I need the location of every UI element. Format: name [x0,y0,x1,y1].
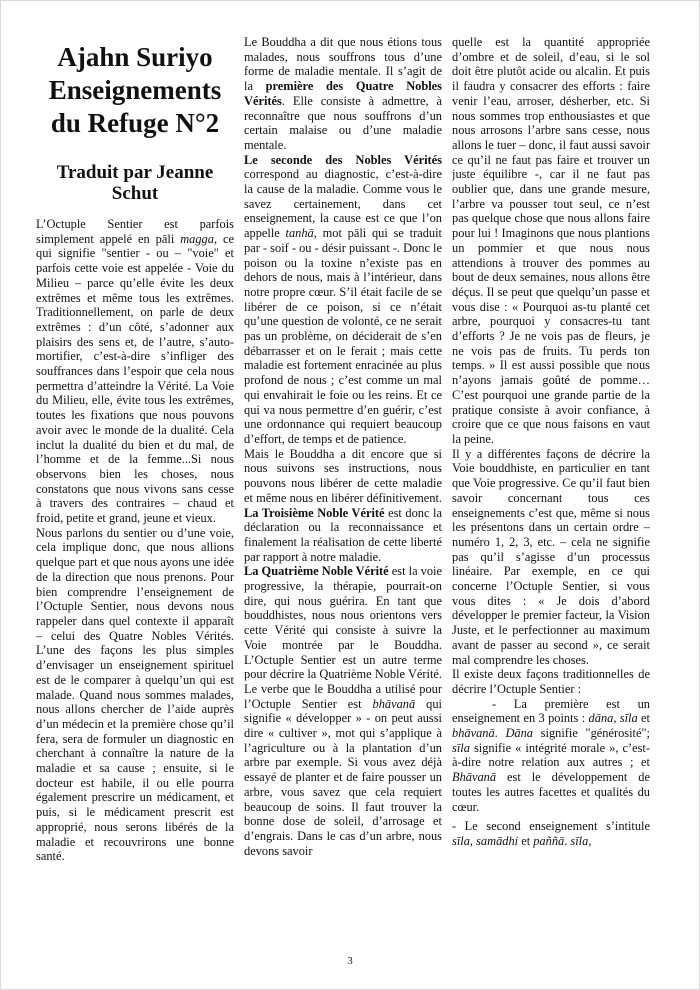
page-content [1,1,699,951]
column-1-text [36,217,234,864]
title-line-1: Ajahn Suriyo [57,42,213,72]
translator-subtitle: Traduit par Jeanne Schut [56,162,214,204]
paragraph: Mais le Bouddha a dit encore que si nous suivons ses instructions, nous pouvons nous libérer de cette maladie et même nous en libérer définitivement. La Troisième Noble Vérité est donc la déclaration ou la reconnaissance et finalement la réalisation de cette liberté par rapport à notre maladie. [244,446,442,564]
paragraph: - Le second enseignement s’intitule sīla, samādhi et paññā. sīla, [452,819,650,848]
paragraph: La Quatrième Noble Vérité est la voie progressive, la thérapie, pourrait-on dire, qui nous guérira. En tant que bouddhistes, nous nous orientons vers cette Vérité qui consiste à suivre la Voie montrée par le Bouddha. L’Octuple Sentier est un autre terme pour décrire la Quatrième Noble Vérité. Le verbe que le Bouddha a utilisé pour l’Octuple Sentier est bhāvanā qui signifie « développer » - on peut aussi dire « cultiver », mot qui s’applique à l’agriculture ou à la plantation d’un arbre par exemple. Si vous avez déjà essayé de planter et de faire pousser un arbre, vous savez que cela requiert beaucoup de soins. Il faut trouver la bonne dose de soleil, d’arrosage et d’engrais. Dans le cas d’un arbre, nous devons savoir [244,564,442,858]
paragraph: L’Octuple Sentier est parfois simplement appelé en pāli magga, ce qui signifie "sentier - ou – "voie" et parfois cette voie est appelée - Voie du Milieu – parce qu’elle évite les deux extrêmes et même tous les extrêmes. Traditionnellement, on parle de deux extrêmes : d’un côté, s’adonner aux plaisirs des sens et, de l’autre, s’auto-mortifier, c’est-à-dire s’infliger des souffrances dans l’espoir que cela nous permettra d’atteindre la Vérité. La Voie du Milieu, elle, évite tous les extrêmes, toutes les fixations que nous pouvons avoir avec le monde de la dualité. Cela inclut la dualité du bien et du mal, de l’homme et de la femme...Si nous observons bien les choses, nous constatons que nous vivons sans cesse à travers des contraires – chaud et froid, petite et grand, jeune et vieux. [36,217,234,526]
column-3-text [452,35,650,849]
page-number: 3 [347,955,353,967]
paragraph: Le Bouddha a dit que nous étions tous malades, nous souffrons tous d’une forme de maladie mentale. Il s’agit de la première des Quatre Nobles Vérités. Elle consiste à admettre, à reconnaître que nous souffrons d’un certain malaise ou d’une maladie mentale. [244,35,442,152]
paragraph: Il y a différentes façons de décrire la Voie bouddhiste, en particulier en tant que Voie progressive. Ce qu’il faut bien savoir concernant tous ces enseignements c’est que, même si nous les présentons dans un certain ordre – numéro 1, 2, 3, etc. – cela ne signifie pas qu’il s’agisse d’un processus linéaire. Par exemple, en ce qui concerne l’Octuple Sentier, si vous vous dites : « Je dois d’abord développer le premier facteur, la Vision Juste, et le perfectionner au maximum avant de passer au second », ce serait mal comprendre les choses. [452,446,650,667]
page-title [36,41,234,140]
paragraph: Nous parlons du sentier ou d’une voie, cela implique donc, que nous allions quelque part et que nous ayons une idée de la direction que nous prenons. Pour bien comprendre l’enseignement de l’Octuple Sentier, nous devons nous rappeler dans quel contexte il apparaît – celui des Quatre Nobles Vérités. L’une des façons les plus simples d’envisager un enseignement spirituel est de le comparer à quelqu’un qui est malade. Quand nous sommes malades, nous allons chercher de l’aide auprès d’un médecin et la première chose qu’il fera, sera de formuler un diagnostic en cherchant à connaître la nature de la maladie et sa cause ; ensuite, si le docteur est habile, il ou elle pourra également prescrire un médicament, et puis, si le médicament prescrit est approprié, nous serons libérés de la maladie et recouvrirons une bonne santé. [36,525,234,864]
paragraph: quelle est la quantité appropriée d’ombre et de soleil, d’eau, si le sol doit être plutôt acide ou alcalin. Et puis il faudra y consacrer des efforts : faire venir l’eau, arroser, désherber, etc. Si nous sommes trop enthousiastes et que nous arrosons l’arbre sans cesse, nous allons le tuer – donc, il faut aussi savoir ce qu’il ne faut pas faire et trouver un juste équilibre -, car il ne faut pas oublier que, dans une grande mesure, l’arbre va pousser tout seul, ce n’est pas quelque chose que nous allons faire pour lui ! Imaginons que nous plantions un pommier et que nous nous attendions à trouver des pommes au bout de deux semaines, nous allons être déçus. Il se peut que quelqu’un passe et vous dise : « Pourquoi as-tu planté cet arbre, pourquoi y consacres-tu tant d’efforts ? Je ne vois pas de fleurs, je ne vois pas de fruits. Tu perds ton temps. » Il est aussi possible que nous n’ayons jamais goûté de pomme… C’est pourquoi une grande partie de la pratique consiste à avoir confiance, à croire que ce que nous faisons en vaut la peine. [452,35,650,446]
paragraph: - La première est un enseignement en 3 points : dāna, sīla et bhāvanā. Dāna signifie "générosité"; sīla signifie « intégrité morale », c’est-à-dire notre relation aux autres ; et Bhāvanā est le développement de toutes les autres facettes et qualités du cœur. [452,696,650,814]
title-line-2: Enseignements [48,75,222,105]
title-line-3: du Refuge N°2 [50,108,220,138]
column-1 [36,35,234,951]
column-3 [452,35,650,951]
paragraph: Il existe deux façons traditionnelles de décrire l’Octuple Sentier : [452,667,650,696]
paragraph: Le seconde des Nobles Vérités correspond au diagnostic, c’est-à-dire la cause de la maladie. Comme vous le savez certainement, dans cet enseignement, la cause est ce que l’on appelle tanhā, mot pāli qui se traduit par - soif - ou - désir puissant -. Donc le poison ou la toxine n’existe pas en dehors de nous, mais à l’intérieur, dans notre propre cœur. S’il était facile de se libérer de ce poison, si ce n’était qu’une question de volonté, ce ne serait pas un problème, on déciderait de s’en débarrasser et on le ferait ; mais cette maladie est fortement enracinée au plus profond de nous ; c’est comme un mal qui envahirait le foie ou les reins. Et ce qui va nous permettre d’en guérir, c’est une ordonnance qui requiert beaucoup d’effort, de temps et de patience. [244,152,442,446]
column-2 [244,35,442,951]
column-2-text [244,35,442,858]
